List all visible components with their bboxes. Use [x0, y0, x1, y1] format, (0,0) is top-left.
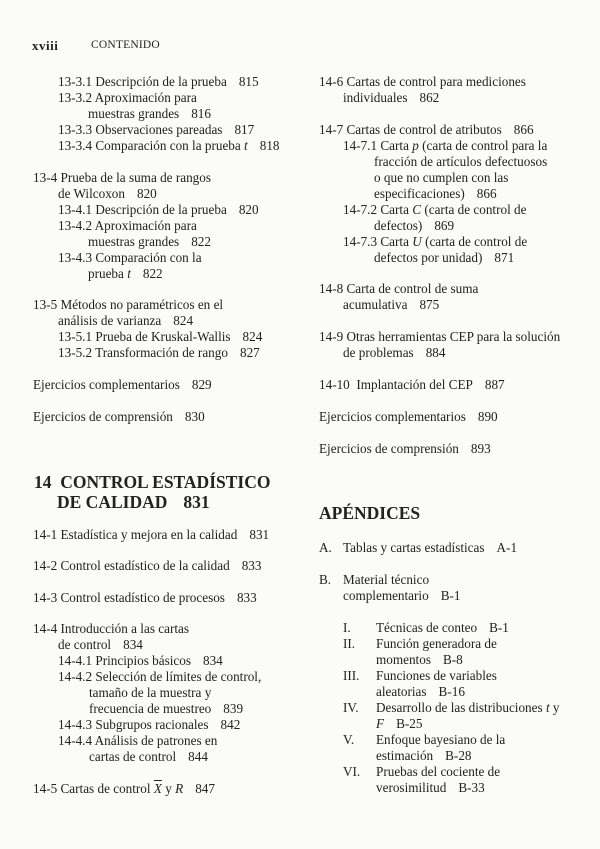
- toc-text: 824: [173, 313, 194, 328]
- toc-text: o que no cumplen con las: [374, 170, 509, 185]
- toc-text: Ejercicios de comprensión: [33, 409, 173, 424]
- toc-text: Funciones de variables: [376, 668, 497, 683]
- toc-text: 866: [513, 122, 534, 137]
- toc-entry-13-4[interactable]: [33, 170, 211, 186]
- toc-text: 13-5.1: [58, 329, 93, 344]
- toc-text: 14-4.4: [58, 733, 93, 748]
- toc-text: de Wilcoxon: [58, 186, 125, 201]
- running-header: [32, 38, 160, 54]
- toc-text: 834: [123, 637, 143, 652]
- toc-text: I.: [343, 620, 351, 635]
- toc-text: Carta de control de suma: [346, 281, 479, 296]
- toc-text: 866: [476, 186, 497, 201]
- toc-entry-14-7-3-cont: [374, 250, 514, 266]
- toc-text: Introducción a las cartas: [60, 621, 190, 636]
- toc-text: 820: [136, 186, 157, 201]
- toc-entry-13-5-cont: [58, 313, 193, 329]
- toc-entry-14-7-2[interactable]: [343, 202, 526, 218]
- toc-text: cartas de control: [89, 749, 177, 764]
- toc-text: análisis de varianza: [58, 313, 162, 328]
- toc-entry-13-3-2[interactable]: [58, 90, 197, 106]
- toc-text: 871: [494, 250, 515, 265]
- toc-text: IV.: [343, 700, 359, 715]
- toc-text: Pruebas del cociente de: [376, 764, 501, 779]
- toc-text: B.: [319, 572, 332, 587]
- toc-text: verosimilitud: [376, 780, 447, 795]
- toc-text: 14-9: [319, 329, 344, 344]
- toc-text: y: [165, 781, 172, 796]
- toc-text: B-16: [438, 684, 465, 699]
- toc-text: 14-8: [319, 281, 344, 296]
- toc-entry-14-7-1-cont2: [374, 170, 508, 186]
- toc-entry-b-vi-cont: [376, 780, 485, 796]
- toc-text: Prueba de la suma de rangos: [60, 170, 211, 185]
- toc-text: 884: [425, 345, 446, 360]
- toc-entry-14-4-4[interactable]: [58, 733, 217, 749]
- toc-entry-b-vi[interactable]: [343, 764, 501, 780]
- chapter-14-heading-cont: [57, 492, 210, 512]
- toc-entry-appendix-b-cont: [343, 588, 460, 604]
- toc-text: tamaño de la muestra y: [89, 685, 212, 700]
- toc-entry-13-5-1[interactable]: [58, 329, 262, 345]
- toc-text: Técnicas de conteo: [376, 620, 478, 635]
- toc-entry-14-10[interactable]: [319, 377, 505, 393]
- toc-text: Cartas de control: [60, 781, 151, 796]
- toc-text: 847: [195, 781, 215, 796]
- toc-text: 13-3.4: [58, 138, 93, 153]
- toc-text: 833: [236, 590, 257, 605]
- toc-text: 13-3.2: [58, 90, 93, 105]
- toc-text: Subgrupos racionales: [95, 717, 209, 732]
- toc-entry-b-iv-cont: [376, 716, 422, 732]
- toc-text: Aproximación para: [94, 90, 197, 105]
- toc-text: defectos): [374, 218, 423, 233]
- toc-text: 14-7.1: [343, 138, 378, 153]
- toc-text: Carta: [380, 202, 409, 217]
- toc-text-group: [376, 620, 509, 636]
- toc-text: Carta: [380, 234, 409, 249]
- toc-text: Descripción de la prueba: [95, 202, 227, 217]
- toc-text: 869: [434, 218, 455, 233]
- toc-entry-14-4-2[interactable]: [58, 669, 261, 685]
- toc-text: Enfoque bayesiano de la: [376, 732, 506, 747]
- toc-entry-b-v-cont: [376, 748, 472, 764]
- toc-text: Otras herramientas CEP para la solución: [346, 329, 561, 344]
- toc-text: 13-4.2: [58, 218, 93, 233]
- toc-text: Control estadístico de procesos: [60, 590, 225, 605]
- toc-entry-b-ii-cont: [376, 652, 463, 668]
- toc-text: Estadística y mejora en la calidad: [60, 527, 238, 542]
- toc-text: estimación: [376, 748, 434, 763]
- toc-entry-13-3-2-cont: [88, 106, 211, 122]
- toc-text: 817: [234, 122, 255, 137]
- toc-text: y: [552, 700, 560, 715]
- toc-text: acumulativa: [343, 297, 408, 312]
- toc-text: complementario: [343, 588, 429, 603]
- toc-text: 14-7.3: [343, 234, 378, 249]
- toc-text: Selección de límites de control,: [95, 669, 262, 684]
- toc-entry-14-8[interactable]: [319, 281, 478, 297]
- toc-entry-14-4[interactable]: [33, 621, 189, 637]
- toc-text: 14: [34, 472, 52, 492]
- toc-text: 820: [238, 202, 259, 217]
- toc-entry-14-7-1-cont3: [374, 186, 497, 202]
- toc-text: Cartas de control de atributos: [346, 122, 502, 137]
- toc-text: 844: [188, 749, 208, 764]
- toc-text: prueba: [88, 266, 124, 281]
- toc-entry-14-6-cont: [343, 90, 439, 106]
- toc-text: 13-3.3: [58, 122, 93, 137]
- toc-entry-13-4-2[interactable]: [58, 218, 197, 234]
- toc-text: 887: [484, 377, 505, 392]
- toc-text-group: [376, 700, 560, 716]
- toc-text: muestras grandes: [88, 106, 180, 121]
- toc-text: muestras grandes: [88, 234, 180, 249]
- toc-entry-14-4-4-cont: [89, 749, 208, 765]
- toc-text: Comparación con la prueba: [95, 138, 241, 153]
- toc-text: (carta de control de: [425, 234, 528, 249]
- toc-text: 14-4: [33, 621, 58, 636]
- toc-entry-ejercicios-comprension-13[interactable]: [33, 409, 205, 425]
- toc-text: 827: [239, 345, 260, 360]
- toc-text: B-1: [489, 620, 509, 635]
- toc-text: t: [127, 266, 131, 281]
- toc-text: II.: [343, 636, 356, 651]
- toc-text: CONTROL ESTADÍSTICO: [60, 472, 271, 492]
- toc-text: DE CALIDAD: [57, 492, 168, 512]
- toc-text: 13-3.1: [58, 74, 93, 89]
- toc-text: 13-4: [33, 170, 58, 185]
- toc-entry-appendix-b[interactable]: [319, 572, 430, 588]
- toc-text: 822: [142, 266, 163, 281]
- toc-entry-b-iii-cont: [376, 684, 465, 700]
- toc-text: Carta: [380, 138, 409, 153]
- toc-text: Implantación del CEP: [356, 377, 473, 392]
- toc-text: 822: [191, 234, 211, 249]
- toc-text: 14-3: [33, 590, 58, 605]
- toc-entry-b-iii[interactable]: [343, 668, 497, 684]
- toc-text: 842: [220, 717, 241, 732]
- toc-entry-b-i[interactable]: [343, 620, 509, 636]
- toc-entry-b-ii[interactable]: [343, 636, 497, 652]
- toc-entry-14-5[interactable]: [33, 781, 215, 797]
- toc-entry-14-4-2-cont2: [89, 701, 243, 717]
- toc-entry-13-3-1[interactable]: [58, 74, 259, 90]
- toc-text: R: [175, 781, 184, 796]
- toc-entry-ejercicios-complementarios-14[interactable]: [319, 409, 498, 425]
- toc-text: U: [412, 234, 422, 249]
- toc-text: t: [545, 700, 550, 715]
- toc-text: frecuencia de muestreo: [89, 701, 212, 716]
- toc-entry-13-4-2-cont: [88, 234, 211, 250]
- toc-entry-13-5[interactable]: [33, 297, 223, 313]
- toc-entry-13-4-3-cont: [88, 266, 163, 282]
- toc-text: 831: [183, 492, 210, 512]
- toc-entry-14-7-2-cont: [374, 218, 454, 234]
- toc-text: Principios básicos: [95, 653, 191, 668]
- toc-text: Observaciones pareadas: [95, 122, 223, 137]
- toc-text: Métodos no paramétricos en el: [60, 297, 224, 312]
- toc-entry-13-3-3[interactable]: [58, 122, 254, 138]
- toc-entry-ejercicios-complementarios-13[interactable]: [33, 377, 212, 393]
- toc-text: p: [412, 138, 419, 153]
- toc-text: 829: [191, 377, 212, 392]
- toc-text: F: [376, 716, 385, 731]
- toc-text: 13-4.1: [58, 202, 93, 217]
- toc-text: 834: [202, 653, 223, 668]
- toc-text: B-28: [445, 748, 472, 763]
- toc-text: 14-4.2: [58, 669, 93, 684]
- toc-entry-14-4-cont: [58, 637, 143, 653]
- toc-text: 818: [259, 138, 280, 153]
- toc-text: Tablas y cartas estadísticas: [343, 540, 485, 555]
- toc-entry-14-2[interactable]: [33, 558, 261, 574]
- toc-text: Prueba de Kruskal-Wallis: [95, 329, 231, 344]
- toc-entry-14-4-1[interactable]: [58, 653, 223, 669]
- toc-text: A-1: [496, 540, 518, 555]
- toc-text: Función generadora de: [376, 636, 497, 651]
- toc-entry-appendix-a[interactable]: [319, 540, 518, 556]
- toc-entry-b-iv[interactable]: [343, 700, 560, 716]
- toc-text: 14-4.3: [58, 717, 93, 732]
- toc-entry-14-7-1[interactable]: [343, 138, 547, 154]
- toc-text: Transformación de rango: [95, 345, 228, 360]
- toc-text: de problemas: [343, 345, 414, 360]
- toc-text: 14-4.1: [58, 653, 93, 668]
- toc-text: Ejercicios complementarios: [319, 409, 466, 424]
- toc-text: B-1: [440, 588, 461, 603]
- toc-text: momentos: [376, 652, 431, 667]
- toc-text: Descripción de la prueba: [95, 74, 227, 89]
- toc-text: individuales: [343, 90, 408, 105]
- toc-text: fracción de artículos defectuosos: [374, 154, 548, 169]
- toc-text: B-25: [396, 716, 423, 731]
- toc-entry-ejercicios-comprension-14[interactable]: [319, 441, 491, 457]
- toc-text: Ejercicios complementarios: [33, 377, 180, 392]
- toc-text: Ejercicios de comprensión: [319, 441, 459, 456]
- toc-text: 890: [477, 409, 498, 424]
- toc-entry-13-5-2[interactable]: [58, 345, 260, 361]
- toc-text: (carta de control de: [424, 202, 527, 217]
- toc-text: Desarrollo de las distribuciones: [376, 700, 543, 715]
- toc-entry-13-3-4[interactable]: [58, 138, 280, 154]
- toc-text: 14-6: [319, 74, 344, 89]
- toc-text: 13-5: [33, 297, 58, 312]
- toc-text: Análisis de patrones en: [94, 733, 218, 748]
- toc-entry-14-4-2-cont: [89, 685, 211, 701]
- apendices-heading[interactable]: APÉNDICES: [319, 503, 421, 523]
- toc-text: 824: [242, 329, 263, 344]
- toc-text: V.: [343, 732, 355, 747]
- appendix-a-text: [343, 540, 517, 556]
- toc-text: Aproximación para: [94, 218, 197, 233]
- toc-text: especificaciones): [374, 186, 465, 201]
- toc-text: 893: [470, 441, 491, 456]
- toc-text: 831: [249, 527, 270, 542]
- toc-entry-13-4-1[interactable]: [58, 202, 259, 218]
- toc-text: 14-7: [319, 122, 344, 137]
- toc-text: 816: [191, 106, 211, 121]
- toc-entry-14-4-3[interactable]: [58, 717, 240, 733]
- toc-text: (carta de control para la: [422, 138, 548, 153]
- toc-entry-14-8-cont: [343, 297, 439, 313]
- appendix-b-text: Material técnico: [343, 572, 430, 587]
- toc-text: 830: [184, 409, 205, 424]
- toc-entry-14-6[interactable]: [319, 74, 526, 90]
- toc-text: 13-4.3: [58, 250, 93, 265]
- toc-text: 14-2: [33, 558, 58, 573]
- toc-text: 14-7.2: [343, 202, 378, 217]
- toc-entry-14-7[interactable]: [319, 122, 534, 138]
- toc-entry-13-4-cont: [58, 186, 157, 202]
- toc-entry-14-3[interactable]: [33, 590, 257, 606]
- x-bar-symbol: $\overline{X}$: [153, 781, 162, 796]
- toc-text: B-8: [442, 652, 463, 667]
- toc-entry-14-7-3[interactable]: [343, 234, 527, 250]
- toc-text: 14-5: [33, 781, 58, 796]
- toc-text: 13-5.2: [58, 345, 93, 360]
- toc-text: aleatorias: [376, 684, 427, 699]
- toc-entry-13-4-3[interactable]: [58, 250, 202, 266]
- toc-text: Comparación con la: [95, 250, 202, 265]
- toc-text: C: [412, 202, 422, 217]
- toc-text: 14-10: [319, 377, 350, 392]
- toc-entry-14-9[interactable]: [319, 329, 560, 345]
- toc-text: A.: [319, 540, 332, 555]
- toc-text: de control: [58, 637, 112, 652]
- running-title: CONTENIDO: [91, 39, 160, 51]
- toc-text: t: [244, 138, 248, 153]
- toc-text: defectos por unidad): [374, 250, 483, 265]
- toc-text: III.: [343, 668, 360, 683]
- toc-text: Cartas de control para mediciones: [346, 74, 526, 89]
- toc-text: Control estadístico de la calidad: [60, 558, 230, 573]
- page-number: xviii: [32, 38, 59, 53]
- toc-entry-14-1[interactable]: [33, 527, 269, 543]
- toc-text: 833: [241, 558, 262, 573]
- toc-text: 875: [419, 297, 440, 312]
- chapter-14-heading[interactable]: [34, 472, 270, 492]
- toc-text: 862: [419, 90, 440, 105]
- toc-text: 815: [238, 74, 259, 89]
- toc-entry-14-7-1-cont: [374, 154, 547, 170]
- toc-entry-b-v[interactable]: [343, 732, 506, 748]
- toc-entry-14-9-cont: [343, 345, 445, 361]
- toc-text: VI.: [343, 764, 361, 779]
- toc-text: 14-1: [33, 527, 58, 542]
- toc-text: 839: [223, 701, 244, 716]
- toc-text: B-33: [458, 780, 485, 795]
